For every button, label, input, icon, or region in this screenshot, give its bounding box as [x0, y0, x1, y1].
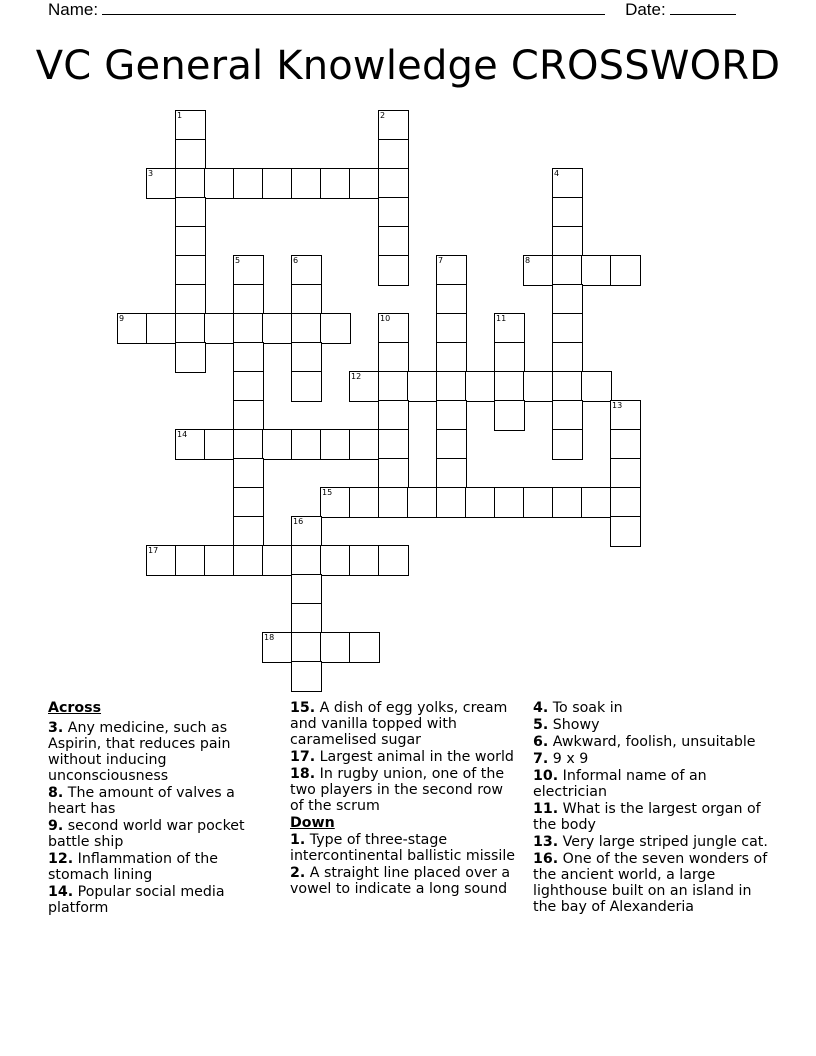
clue-number-label: 11. [533, 801, 559, 817]
grid-cell[interactable] [494, 342, 525, 373]
grid-cell[interactable] [233, 516, 264, 547]
grid-cell[interactable] [291, 603, 322, 634]
grid-cell[interactable] [349, 371, 380, 402]
grid-cell[interactable] [233, 342, 264, 373]
clue-item [533, 834, 769, 850]
grid-cell[interactable] [233, 168, 264, 199]
grid-cell[interactable] [436, 371, 467, 402]
grid-cell[interactable] [175, 255, 206, 286]
clue-number: 1 [177, 111, 183, 120]
clue-text: A dish of egg yolks, cream and vanilla topped with caramelised sugar [290, 700, 508, 748]
grid-cell[interactable] [204, 313, 235, 344]
clue-text: second world war pocket battle ship [48, 818, 245, 850]
grid-cell[interactable] [291, 168, 322, 199]
grid-cell[interactable] [175, 313, 206, 344]
grid-cell[interactable] [378, 313, 409, 344]
grid-cell[interactable] [291, 342, 322, 373]
clue-number-label: 16. [533, 851, 559, 867]
grid-cell[interactable] [378, 400, 409, 431]
clue-number-label: 1. [290, 832, 306, 848]
grid-cell[interactable] [465, 371, 496, 402]
clues-column-3 [533, 700, 769, 916]
clue-number: 11 [496, 314, 507, 323]
grid-cell[interactable] [146, 168, 177, 199]
clue-item [533, 717, 769, 733]
grid-cell[interactable] [146, 545, 177, 576]
clue-text: Type of three-stage intercontinental ballistic missile [290, 832, 516, 864]
grid-cell[interactable] [262, 429, 293, 460]
clue-number: 12 [351, 372, 362, 381]
date-label: Date: [625, 0, 666, 19]
grid-cell[interactable] [523, 255, 554, 286]
grid-cell[interactable] [291, 429, 322, 460]
clue-number-label: 7. [533, 751, 549, 767]
clue-text: Showy [552, 717, 600, 733]
clue-item [48, 818, 273, 850]
clue-item [290, 700, 518, 748]
clue-number: 3 [148, 169, 154, 178]
grid-cell[interactable] [175, 168, 206, 199]
grid-cell[interactable] [349, 429, 380, 460]
grid-cell[interactable] [581, 255, 612, 286]
clue-number: 8 [525, 256, 531, 265]
grid-cell[interactable] [436, 313, 467, 344]
grid-cell[interactable] [262, 632, 293, 663]
grid-cell[interactable] [552, 342, 583, 373]
clue-text: To soak in [552, 700, 623, 716]
grid-cell[interactable] [146, 313, 177, 344]
grid-cell[interactable] [349, 545, 380, 576]
grid-cell[interactable] [610, 400, 641, 431]
grid-cell[interactable] [436, 342, 467, 373]
grid-cell[interactable] [552, 226, 583, 257]
clue-number-label: 2. [290, 865, 306, 881]
clue-item [533, 768, 769, 800]
grid-cell[interactable] [610, 255, 641, 286]
grid-cell[interactable] [320, 545, 351, 576]
clue-text: In rugby union, one of the two players in the second row of the scrum [290, 766, 505, 814]
clue-number-label: 8. [48, 785, 64, 801]
grid-cell[interactable] [378, 197, 409, 228]
grid-cell[interactable] [233, 458, 264, 489]
clue-number: 2 [380, 111, 386, 120]
clues-column-1 [48, 700, 273, 917]
clue-number: 15 [322, 488, 333, 497]
clue-item [290, 766, 518, 814]
clue-number: 14 [177, 430, 188, 439]
grid-cell[interactable] [436, 458, 467, 489]
grid-cell[interactable] [320, 429, 351, 460]
grid-cell[interactable] [436, 487, 467, 518]
grid-cell[interactable] [378, 110, 409, 141]
clue-item [48, 851, 273, 883]
clue-number-label: 6. [533, 734, 549, 750]
grid-cell[interactable] [552, 313, 583, 344]
clue-text: 9 x 9 [552, 751, 589, 767]
grid-cell[interactable] [233, 255, 264, 286]
clue-item [48, 720, 273, 784]
clue-number: 16 [293, 517, 304, 526]
grid-cell[interactable] [494, 487, 525, 518]
grid-cell[interactable] [320, 168, 351, 199]
clue-text: Informal name of an electrician [533, 768, 707, 800]
grid-cell[interactable] [378, 429, 409, 460]
grid-cell[interactable] [175, 545, 206, 576]
clue-number-label: 3. [48, 720, 64, 736]
grid-cell[interactable] [436, 400, 467, 431]
grid-cell[interactable] [204, 429, 235, 460]
clue-item [533, 751, 769, 767]
grid-cell[interactable] [233, 487, 264, 518]
grid-cell[interactable] [610, 458, 641, 489]
clue-text: Awkward, foolish, unsuitable [552, 734, 756, 750]
grid-cell[interactable] [407, 487, 438, 518]
clue-item [533, 734, 769, 750]
clue-number-label: 15. [290, 700, 316, 716]
clue-text: Any medicine, such as Aspirin, that reduces pain without inducing unconsciousness [48, 720, 231, 784]
grid-cell[interactable] [523, 487, 554, 518]
clue-number-label: 10. [533, 768, 559, 784]
grid-cell[interactable] [552, 400, 583, 431]
grid-cell[interactable] [349, 632, 380, 663]
clues-column-2 [290, 700, 518, 898]
grid-cell[interactable] [436, 284, 467, 315]
across-clue-list-continued [290, 700, 518, 814]
grid-cell[interactable] [378, 545, 409, 576]
down-clue-list [290, 832, 518, 897]
grid-cell[interactable] [291, 545, 322, 576]
grid-cell[interactable] [581, 487, 612, 518]
grid-cell[interactable] [175, 342, 206, 373]
grid-cell[interactable] [465, 487, 496, 518]
clue-text: One of the seven wonders of the ancient world, a large lighthouse built on an island in the bay of Alexanderia [533, 851, 768, 915]
grid-cell[interactable] [378, 458, 409, 489]
clue-number-label: 18. [290, 766, 316, 782]
grid-cell[interactable] [552, 168, 583, 199]
grid-cell[interactable] [262, 168, 293, 199]
down-clue-list-continued [533, 700, 769, 915]
clue-number: 9 [119, 314, 125, 323]
grid-cell[interactable] [378, 226, 409, 257]
grid-cell[interactable] [552, 487, 583, 518]
grid-cell[interactable] [204, 545, 235, 576]
grid-cell[interactable] [378, 168, 409, 199]
grid-cell[interactable] [552, 197, 583, 228]
clue-number: 18 [264, 633, 275, 642]
grid-cell[interactable] [523, 371, 554, 402]
clue-text: What is the largest organ of the body [533, 801, 761, 833]
clue-number-label: 4. [533, 700, 549, 716]
grid-cell[interactable] [610, 429, 641, 460]
grid-cell[interactable] [581, 371, 612, 402]
grid-cell[interactable] [291, 255, 322, 286]
grid-cell[interactable] [291, 661, 322, 692]
grid-cell[interactable] [291, 284, 322, 315]
grid-cell[interactable] [291, 516, 322, 547]
grid-cell[interactable] [494, 313, 525, 344]
clue-item [290, 832, 518, 864]
grid-cell[interactable] [320, 632, 351, 663]
clue-text: Popular social media platform [48, 884, 225, 916]
clue-number: 17 [148, 546, 159, 555]
clue-number-label: 12. [48, 851, 74, 867]
grid-cell[interactable] [262, 545, 293, 576]
clue-item [48, 884, 273, 916]
grid-cell[interactable] [233, 371, 264, 402]
grid-cell[interactable] [320, 487, 351, 518]
grid-cell[interactable] [262, 313, 293, 344]
grid-cell[interactable] [349, 168, 380, 199]
clue-item [533, 700, 769, 716]
clue-text: The amount of valves a heart has [48, 785, 235, 817]
clue-item [48, 785, 273, 817]
clue-item [533, 851, 769, 915]
grid-cell[interactable] [378, 371, 409, 402]
grid-cell[interactable] [175, 139, 206, 170]
grid-cell[interactable] [407, 371, 438, 402]
grid-cell[interactable] [175, 284, 206, 315]
grid-cell[interactable] [552, 371, 583, 402]
grid-cell[interactable] [233, 429, 264, 460]
grid-cell[interactable] [436, 429, 467, 460]
grid-cell[interactable] [291, 632, 322, 663]
grid-cell[interactable] [494, 371, 525, 402]
grid-cell[interactable] [233, 400, 264, 431]
clue-text: Inflammation of the stomach lining [48, 851, 218, 883]
name-label: Name: [48, 0, 99, 19]
clue-item [290, 749, 518, 765]
clue-text: Largest animal in the world [319, 749, 514, 765]
clue-number: 13 [612, 401, 623, 410]
grid-cell[interactable] [552, 255, 583, 286]
across-heading: Across [48, 700, 102, 716]
grid-cell[interactable] [494, 400, 525, 431]
grid-cell[interactable] [610, 487, 641, 518]
clue-number-label: 17. [290, 749, 316, 765]
grid-cell[interactable] [233, 284, 264, 315]
down-heading: Down [290, 815, 335, 831]
grid-cell[interactable] [552, 284, 583, 315]
grid-cell[interactable] [349, 487, 380, 518]
clue-item [533, 801, 769, 833]
clue-number-label: 14. [48, 884, 74, 900]
clue-number-label: 5. [533, 717, 549, 733]
grid-cell[interactable] [175, 110, 206, 141]
grid-cell[interactable] [320, 313, 351, 344]
grid-cell[interactable] [204, 168, 235, 199]
grid-cell[interactable] [291, 313, 322, 344]
clue-number: 7 [438, 256, 444, 265]
grid-cell[interactable] [175, 197, 206, 228]
clue-number: 6 [293, 256, 299, 265]
grid-cell[interactable] [175, 226, 206, 257]
grid-cell[interactable] [117, 313, 148, 344]
clue-number-label: 9. [48, 818, 64, 834]
grid-cell[interactable] [378, 139, 409, 170]
clue-item [290, 865, 518, 897]
clue-number: 4 [554, 169, 560, 178]
clue-text: A straight line placed over a vowel to indicate a long sound [290, 865, 511, 897]
grid-cell[interactable] [436, 255, 467, 286]
grid-cell[interactable] [552, 429, 583, 460]
clue-number: 5 [235, 256, 241, 265]
grid-cell[interactable] [378, 255, 409, 286]
grid-cell[interactable] [291, 574, 322, 605]
grid-cell[interactable] [175, 429, 206, 460]
clue-number: 10 [380, 314, 391, 323]
grid-cell[interactable] [233, 545, 264, 576]
grid-cell[interactable] [610, 516, 641, 547]
clue-number-label: 13. [533, 834, 559, 850]
grid-cell[interactable] [378, 487, 409, 518]
grid-cell[interactable] [378, 342, 409, 373]
across-clue-list [48, 720, 273, 916]
grid-cell[interactable] [233, 313, 264, 344]
grid-cell[interactable] [291, 371, 322, 402]
clue-text: Very large striped jungle cat. [562, 834, 768, 850]
page-title: VC General Knowledge CROSSWORD [35, 43, 781, 89]
